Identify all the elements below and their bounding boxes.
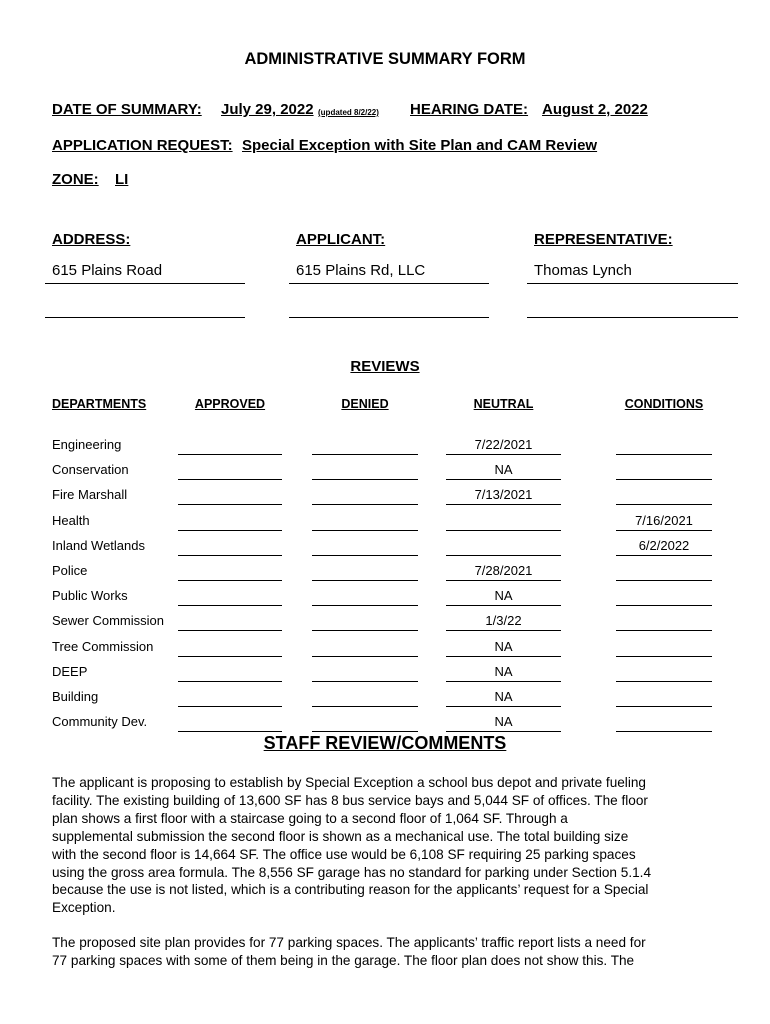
review-denied-underline xyxy=(312,605,418,606)
review-conditions-underline xyxy=(616,656,712,657)
review-department: DEEP xyxy=(52,663,88,679)
paragraph-line: facility. The existing building of 13,600 SF has 8 bus service bays and 5,044 SF of offices. The floor xyxy=(52,792,648,808)
review-neutral-underline xyxy=(446,479,561,480)
review-denied-underline xyxy=(312,530,418,531)
review-conditions-underline xyxy=(616,605,712,606)
review-denied-underline xyxy=(312,580,418,581)
review-approved-underline xyxy=(178,630,282,631)
review-neutral-underline xyxy=(446,555,561,556)
review-conditions-underline xyxy=(616,706,712,707)
paragraph-line: The applicant is proposing to establish by Special Exception a school bus depot and private fueling xyxy=(52,775,646,790)
review-conditions-underline xyxy=(616,681,712,682)
review-approved-underline xyxy=(178,681,282,682)
review-department: Community Dev. xyxy=(52,714,148,730)
staff-review-paragraph-1 xyxy=(52,774,732,917)
review-department: Engineering xyxy=(52,437,122,452)
review-neutral-cell: 7/28/2021 xyxy=(474,563,533,578)
form-title: ADMINISTRATIVE SUMMARY FORM xyxy=(244,50,526,68)
review-neutral-underline xyxy=(446,504,561,505)
address-underline-2 xyxy=(45,317,245,318)
review-conditions-underline xyxy=(616,530,712,531)
review-department: Public Works xyxy=(52,588,128,604)
review-neutral-cell: NA xyxy=(494,663,513,679)
applicant-value: 615 Plains Rd, LLC xyxy=(296,262,426,279)
review-approved-underline xyxy=(178,656,282,657)
staff-review-title: STAFF REVIEW/COMMENTS xyxy=(263,733,507,753)
representative-underline xyxy=(527,283,738,284)
review-approved-underline xyxy=(178,479,282,480)
paragraph-line: plan shows a first floor with a staircase going to a second floor of 1,064 SF. Through a xyxy=(52,810,568,826)
review-conditions-underline xyxy=(616,555,712,556)
paragraph-line: The proposed site plan provides for 77 parking spaces. The applicants’ traffic report lists a need for xyxy=(52,935,646,950)
review-neutral-cell: 1/3/22 xyxy=(485,613,522,629)
staff-review-paragraph-2 xyxy=(52,934,732,970)
representative-underline-2 xyxy=(527,317,738,318)
review-department: Inland Wetlands xyxy=(52,537,145,553)
review-neutral-underline xyxy=(446,454,561,455)
review-neutral-underline xyxy=(446,605,561,606)
representative-value: Thomas Lynch xyxy=(534,262,632,279)
representative-label: REPRESENTATIVE: xyxy=(534,231,673,248)
review-conditions-underline xyxy=(616,580,712,581)
review-denied-underline xyxy=(312,555,418,556)
applicant-underline-2 xyxy=(289,317,489,318)
paragraph-line: 77 parking spaces with some of them being in the garage. The floor plan does not show this. The xyxy=(52,952,635,968)
applicant-underline xyxy=(289,283,489,284)
application-request-value: Special Exception with Site Plan and CAM Review xyxy=(242,137,598,154)
review-department: Sewer Commission xyxy=(52,613,164,629)
review-approved-underline xyxy=(178,504,282,505)
review-neutral-cell: NA xyxy=(494,588,513,604)
review-neutral-underline xyxy=(446,530,561,531)
review-department: Conservation xyxy=(52,462,129,478)
review-denied-underline xyxy=(312,656,418,657)
review-denied-underline xyxy=(312,479,418,480)
review-conditions-underline xyxy=(616,504,712,505)
review-denied-underline xyxy=(312,504,418,505)
address-label: ADDRESS: xyxy=(52,231,131,248)
paragraph-line: because the use is not listed, which is a contributing reason for the applicants’ request for a Special xyxy=(52,882,649,898)
column-header-approved: APPROVED xyxy=(194,397,266,411)
review-approved-underline xyxy=(178,605,282,606)
paragraph-line: Exception. xyxy=(52,900,116,916)
zone-value: LI xyxy=(115,171,129,188)
review-approved-underline xyxy=(178,580,282,581)
review-department: Building xyxy=(52,689,99,704)
date-of-summary-label: DATE OF SUMMARY: xyxy=(52,101,202,118)
column-header-departments: DEPARTMENTS xyxy=(52,397,147,411)
review-neutral-cell: 7/13/2021 xyxy=(474,487,533,503)
review-neutral-cell: NA xyxy=(494,638,513,654)
review-neutral-cell: 7/22/2021 xyxy=(474,437,533,452)
review-neutral-underline xyxy=(446,681,561,682)
address-value: 615 Plains Road xyxy=(52,262,163,279)
paragraph-line: supplemental submission the second floor is shown as a mechanical use. The total building size xyxy=(52,828,629,844)
paragraph-line: using the gross area formula. The 8,556 SF garage has no standard for parking under Section 5.1.4 xyxy=(52,864,652,880)
review-approved-underline xyxy=(178,454,282,455)
review-neutral-cell: NA xyxy=(494,714,513,730)
zone-label: ZONE: xyxy=(52,171,99,188)
review-approved-underline xyxy=(178,555,282,556)
hearing-date-value: August 2, 2022 xyxy=(542,101,648,118)
date-of-summary-value: July 29, 2022 xyxy=(221,101,314,118)
application-request-label: APPLICATION REQUEST: xyxy=(52,137,233,154)
review-neutral-cell: NA xyxy=(494,689,513,704)
applicant-label: APPLICANT: xyxy=(296,231,386,248)
review-approved-underline xyxy=(178,530,282,531)
review-department: Tree Commission xyxy=(52,638,154,654)
paragraph-line: with the second floor is 14,664 SF. The office use would be 6,108 SF requiring 25 parking spaces xyxy=(52,846,636,862)
hearing-date-label: HEARING DATE: xyxy=(410,101,529,118)
review-department: Health xyxy=(52,512,90,528)
review-neutral-underline xyxy=(446,656,561,657)
review-denied-underline xyxy=(312,681,418,682)
review-department: Fire Marshall xyxy=(52,487,128,503)
review-neutral-underline xyxy=(446,630,561,631)
reviews-title: REVIEWS xyxy=(350,358,420,375)
review-neutral-cell: NA xyxy=(494,462,513,478)
review-conditions-underline xyxy=(616,630,712,631)
address-underline xyxy=(45,283,245,284)
review-conditions-underline xyxy=(616,479,712,480)
review-approved-underline xyxy=(178,706,282,707)
review-neutral-underline xyxy=(446,580,561,581)
review-conditions-underline xyxy=(616,454,712,455)
review-denied-underline xyxy=(312,454,418,455)
date-updated-note: (updated 8/2/22) xyxy=(318,108,379,117)
review-conditions-cell: 6/2/2022 xyxy=(638,537,690,553)
review-denied-underline xyxy=(312,706,418,707)
review-department: Police xyxy=(52,563,88,578)
column-header-conditions: CONDITIONS xyxy=(624,397,704,411)
column-header-denied: DENIED xyxy=(341,397,389,411)
column-header-neutral: NEUTRAL xyxy=(473,397,534,411)
review-neutral-underline xyxy=(446,706,561,707)
review-denied-underline xyxy=(312,630,418,631)
review-conditions-cell: 7/16/2021 xyxy=(635,512,693,528)
